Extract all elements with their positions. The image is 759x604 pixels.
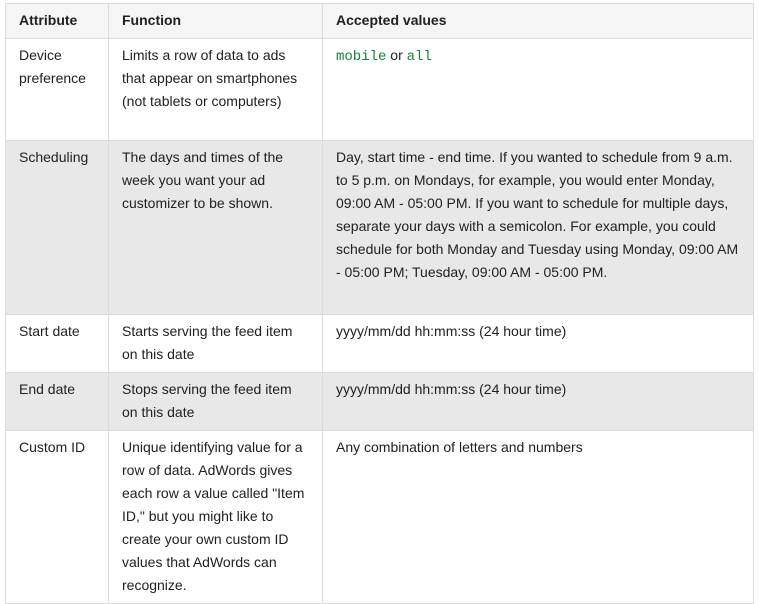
function-cell: Starts serving the feed item on this date	[109, 315, 323, 373]
table-row	[6, 431, 754, 604]
attributes-table	[5, 3, 754, 604]
header-accepted-values: Accepted values	[323, 4, 754, 39]
values-cell: yyyy/mm/dd hh:mm:ss (24 hour time)	[323, 373, 754, 431]
attribute-cell: Custom ID	[6, 431, 109, 604]
values-cell	[323, 39, 754, 141]
attribute-cell: Device preference	[6, 39, 109, 141]
attribute-cell: Scheduling	[6, 141, 109, 315]
table-row	[6, 141, 754, 315]
attribute-cell: Start date	[6, 315, 109, 373]
table-header-row	[6, 4, 754, 39]
values-cell: Day, start time - end time. If you wanted to schedule from 9 a.m. to 5 p.m. on Mondays, for example, you would enter Monday, 09:00 AM - 05:00 PM. If you want to schedule for multiple days, separate your days with a semicolon. For example, you could schedule for both Monday and Tuesday using Monday, 09:00 AM - 05:00 PM; Tuesday, 09:00 AM - 05:00 PM.	[323, 141, 754, 315]
separator-text: or	[386, 47, 407, 63]
function-cell: Unique identifying value for a row of data. AdWords gives each row a value called "Item ID," but you might like to create your own custom ID values that AdWords can recognize.	[109, 431, 323, 604]
function-cell: Limits a row of data to ads that appear on smartphones (not tablets or computers)	[109, 39, 323, 141]
values-cell: yyyy/mm/dd hh:mm:ss (24 hour time)	[323, 315, 754, 373]
table-row	[6, 39, 754, 141]
code-value: all	[406, 49, 432, 65]
header-function: Function	[109, 4, 323, 39]
function-cell: Stops serving the feed item on this date	[109, 373, 323, 431]
values-cell: Any combination of letters and numbers	[323, 431, 754, 604]
table-row	[6, 373, 754, 431]
table-row	[6, 315, 754, 373]
attribute-cell: End date	[6, 373, 109, 431]
header-attribute: Attribute	[6, 4, 109, 39]
function-cell: The days and times of the week you want your ad customizer to be shown.	[109, 141, 323, 315]
code-value: mobile	[336, 49, 387, 65]
